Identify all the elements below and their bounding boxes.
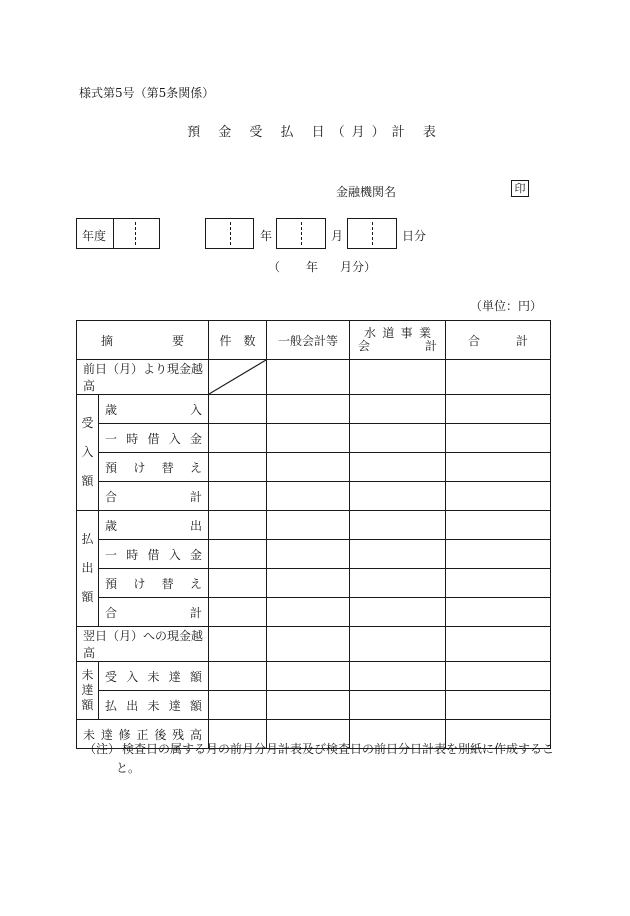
row-label-carryover-prev: 前日（月）より現金越高	[77, 360, 209, 395]
fiscal-year-field[interactable]	[76, 218, 160, 249]
row-label-correction-balance: 未 達 修 正 後 残 高	[77, 720, 209, 749]
cell-water[interactable]	[350, 598, 446, 627]
header-summary: 摘 要	[77, 321, 209, 360]
cell-count[interactable]	[209, 540, 267, 569]
cell-general[interactable]	[267, 395, 350, 424]
table-row	[77, 424, 551, 453]
cell-total[interactable]	[446, 569, 551, 598]
group-label-unreached: 未 達 額	[77, 662, 99, 720]
cell-total[interactable]	[446, 482, 551, 511]
cell-general[interactable]	[267, 453, 350, 482]
header-water-line2: 会 計	[358, 339, 437, 353]
cell-general[interactable]	[267, 662, 350, 691]
header-count: 件 数	[209, 321, 267, 360]
cell-total[interactable]	[446, 627, 551, 662]
cell-general[interactable]	[267, 424, 350, 453]
count-cell-diagonal	[209, 360, 267, 395]
row-label-receipts-total: 合 計	[99, 482, 209, 511]
cell-general[interactable]	[267, 691, 350, 720]
cell-general[interactable]	[267, 627, 350, 662]
cell-water[interactable]	[350, 627, 446, 662]
cell-water[interactable]	[350, 691, 446, 720]
receipts-payments-table	[76, 320, 551, 749]
footnote-line1: 検査日の属する月の前月分月計表及び検査日の前日分日計表を別紙に作成するこ	[122, 742, 555, 756]
cell-water[interactable]	[350, 662, 446, 691]
footnote-tag: （注）	[84, 742, 121, 756]
table-row	[77, 662, 551, 691]
form-number: 様式第5号（第5条関係）	[79, 86, 215, 100]
date-month-field[interactable]	[276, 218, 326, 249]
cell-count[interactable]	[209, 627, 267, 662]
cell-count[interactable]	[209, 662, 267, 691]
cell-water[interactable]	[350, 395, 446, 424]
cell-water[interactable]	[350, 482, 446, 511]
header-total: 合 計	[446, 321, 551, 360]
row-label-temp-borrowing-out: 一 時 借 入 金	[99, 540, 209, 569]
table-row	[77, 453, 551, 482]
cell-count[interactable]	[209, 395, 267, 424]
cell-count[interactable]	[209, 511, 267, 540]
period-month: 月分）	[340, 260, 377, 274]
row-label-temp-borrowing-in: 一 時 借 入 金	[99, 424, 209, 453]
cell-count[interactable]	[209, 598, 267, 627]
header-water-account	[350, 321, 446, 360]
cell-total[interactable]	[446, 424, 551, 453]
header-water-line1: 水 道 事 業	[364, 326, 431, 340]
row-label-unreached-payments: 払 出 未 達 額	[99, 691, 209, 720]
period-year: 年	[306, 260, 319, 274]
cell-count[interactable]	[209, 424, 267, 453]
group-label-receipts: 受 入 額	[77, 395, 99, 511]
row-label-unreached-receipts: 受 入 未 達 額	[99, 662, 209, 691]
row-label-transfer-in: 預 け 替 え	[99, 453, 209, 482]
row-label-payments-total: 合 計	[99, 598, 209, 627]
table-header-row	[77, 321, 551, 360]
row-label-transfer-out: 預 け 替 え	[99, 569, 209, 598]
cell-water[interactable]	[350, 569, 446, 598]
date-year-field[interactable]	[205, 218, 254, 249]
fiscal-year-divider	[113, 219, 114, 248]
cell-count[interactable]	[209, 569, 267, 598]
cell-total[interactable]	[446, 540, 551, 569]
footnote-line2: と。	[116, 761, 141, 775]
table-row	[77, 691, 551, 720]
cell-general[interactable]	[267, 540, 350, 569]
row-label-revenue: 歳 入	[99, 395, 209, 424]
month-digit-separator	[301, 222, 302, 245]
table-row	[77, 511, 551, 540]
table-row	[77, 395, 551, 424]
unit-note: （単位：円）	[470, 299, 543, 313]
table-row	[77, 482, 551, 511]
cell-general[interactable]	[267, 598, 350, 627]
diagonal-line	[209, 360, 266, 394]
cell-water[interactable]	[350, 453, 446, 482]
document-title: 預 金 受 払 日（月）計 表	[187, 125, 443, 140]
day-digit-separator	[372, 222, 373, 245]
table-row	[77, 360, 551, 395]
cell-general[interactable]	[267, 482, 350, 511]
cell-water[interactable]	[350, 540, 446, 569]
date-day-label: 日分	[402, 229, 427, 243]
table-row	[77, 627, 551, 662]
cell-count[interactable]	[209, 453, 267, 482]
cell-count[interactable]	[209, 482, 267, 511]
cell-total[interactable]	[446, 453, 551, 482]
period-open: （	[268, 260, 281, 274]
date-month-label: 月	[331, 229, 344, 243]
date-day-field[interactable]	[347, 218, 397, 249]
seal-mark: 印	[511, 180, 529, 197]
cell-water[interactable]	[350, 360, 446, 395]
cell-general[interactable]	[267, 511, 350, 540]
footnote	[84, 740, 584, 778]
cell-general[interactable]	[267, 360, 350, 395]
year-digit-separator	[230, 222, 231, 245]
fiscal-year-label: 年度	[82, 229, 107, 243]
table-row	[77, 598, 551, 627]
period-note	[268, 258, 376, 275]
cell-total[interactable]	[446, 511, 551, 540]
cell-count[interactable]	[209, 691, 267, 720]
date-year-label: 年	[260, 229, 273, 243]
cell-total[interactable]	[446, 691, 551, 720]
table-row	[77, 540, 551, 569]
group-label-payments: 払 出 額	[77, 511, 99, 627]
cell-total[interactable]	[446, 598, 551, 627]
bank-name-label: 金融機関名	[336, 185, 397, 199]
header-general-account: 一般会計等	[267, 321, 350, 360]
cell-total[interactable]	[446, 360, 551, 395]
cell-water[interactable]	[350, 424, 446, 453]
table-row	[77, 569, 551, 598]
cell-general[interactable]	[267, 569, 350, 598]
cell-total[interactable]	[446, 662, 551, 691]
row-label-carryover-next: 翌日（月）への現金越高	[77, 627, 209, 662]
cell-total[interactable]	[446, 395, 551, 424]
row-label-expenditure: 歳 出	[99, 511, 209, 540]
fiscal-year-digit-separator	[135, 222, 136, 245]
cell-water[interactable]	[350, 511, 446, 540]
